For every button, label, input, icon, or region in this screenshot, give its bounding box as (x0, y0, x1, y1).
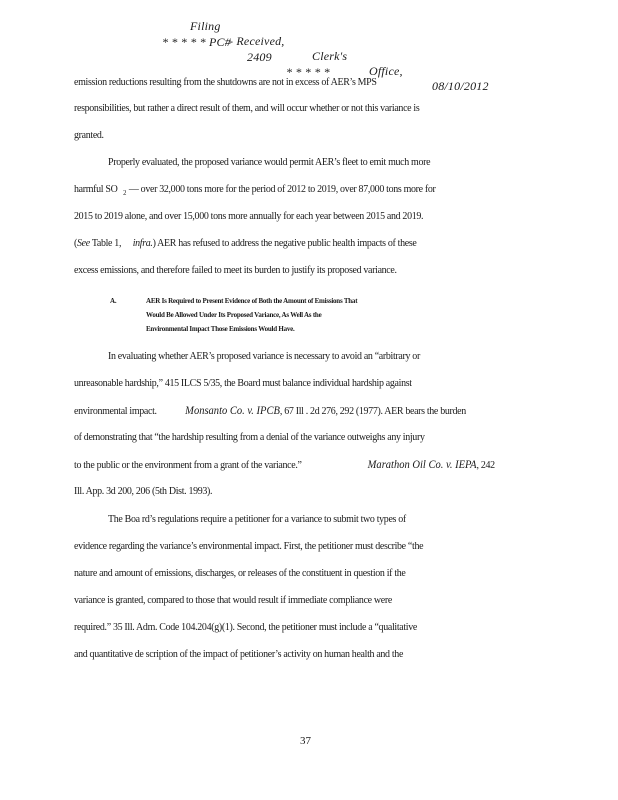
body-line (74, 459, 495, 471)
body-line: of demonstrating that “the hardship resulting from a denial of the variance outweighs any injury (74, 432, 425, 443)
body-line: evidence regarding the variance’s environmental impact. First, the petitioner must describe “the (74, 541, 424, 552)
stamp-date: 08/10/2012 (432, 79, 489, 93)
body-line (74, 184, 436, 197)
body-line (74, 405, 466, 417)
section-heading-line: Environmental Impact Those Emissions Would Have. (146, 324, 295, 333)
body-line: nature and amount of emissions, discharges, or releases of the constituent in question if the (74, 568, 406, 579)
table-ref: Table 1, (91, 238, 122, 249)
body-line (74, 238, 416, 249)
see-signal: See (76, 238, 90, 249)
section-heading-line: Would Be Allowed Under Its Proposed Variance, As Well As the (146, 310, 322, 319)
case-name-monsanto: Monsanto Co. v. IPCB (185, 405, 280, 417)
body-line: granted. (74, 130, 104, 141)
so2-subscript: 2 (123, 189, 127, 197)
line-start: to the public or the environment from a grant of the variance.” (74, 460, 302, 471)
stamp-clerks: Clerk's (312, 49, 348, 63)
body-line: In evaluating whether AER’s proposed variance is necessary to avoid an “arbitrary or (108, 351, 420, 362)
line-start: environmental impact. (74, 406, 157, 417)
line-rest: , 242 (476, 460, 495, 471)
section-heading-line: AER Is Required to Present Evidence of Both the Amount of Emissions That (146, 296, 358, 305)
page-number: 37 (300, 735, 311, 747)
line-rest: ) AER has refused to address the negative public health impacts of these (152, 238, 417, 249)
stamp-office: Office, (369, 64, 403, 78)
case-name-marathon: Marathon Oil Co. v. IEPA (367, 459, 477, 471)
stamp-pc-number: 2409 (247, 50, 272, 64)
body-line: excess emissions, and therefore failed to meet its burden to justify its proposed variance. (74, 265, 397, 276)
body-line: 2015 to 2019 alone, and over 15,000 tons more annually for each year between 2015 and 2019. (74, 211, 424, 222)
stamp-received: - Received, (229, 34, 285, 48)
body-line: The Boa rd’s regulations require a petitioner for a variance to submit two types of (108, 514, 406, 525)
stamp-stars-right: * * * * * (286, 65, 330, 79)
line-rest: , 67 Ill . 2d 276, 292 (1977). AER bears the burden (279, 406, 466, 417)
paren-open: ( (74, 238, 77, 249)
body-line: required.” 35 Ill. Adm. Code 104.204(g)(1). Second, the petitioner must include a “qualitative (74, 622, 417, 633)
stamp-filing: Filing (190, 19, 221, 33)
body-line: unreasonable hardship,” 415 ILCS 5/35, the Board must balance individual hardship against (74, 378, 412, 389)
body-line: variance is granted, compared to those that would result if immediate compliance were (74, 595, 392, 606)
so2-rest: — over 32,000 tons more for the period of 2012 to 2019, over 87,000 tons more for (128, 184, 436, 195)
section-letter: A. (110, 296, 117, 305)
body-line: responsibilities, but rather a direct result of them, and will occur whether or not this variance is (74, 103, 420, 114)
stamp-stars-left: * * * * * PC# (162, 35, 231, 49)
body-line: Properly evaluated, the proposed variance would permit AER’s fleet to emit much more (108, 157, 431, 168)
so2-text: harmful SO (74, 184, 118, 195)
body-line: Ill. App. 3d 200, 206 (5th Dist. 1993). (74, 486, 213, 497)
body-line: and quantitative de scription of the impact of petitioner’s activity on human health and the (74, 649, 404, 660)
infra-ref: infra. (132, 238, 153, 249)
body-line: emission reductions resulting from the shutdowns are not in excess of AER’s MPS (74, 77, 377, 88)
